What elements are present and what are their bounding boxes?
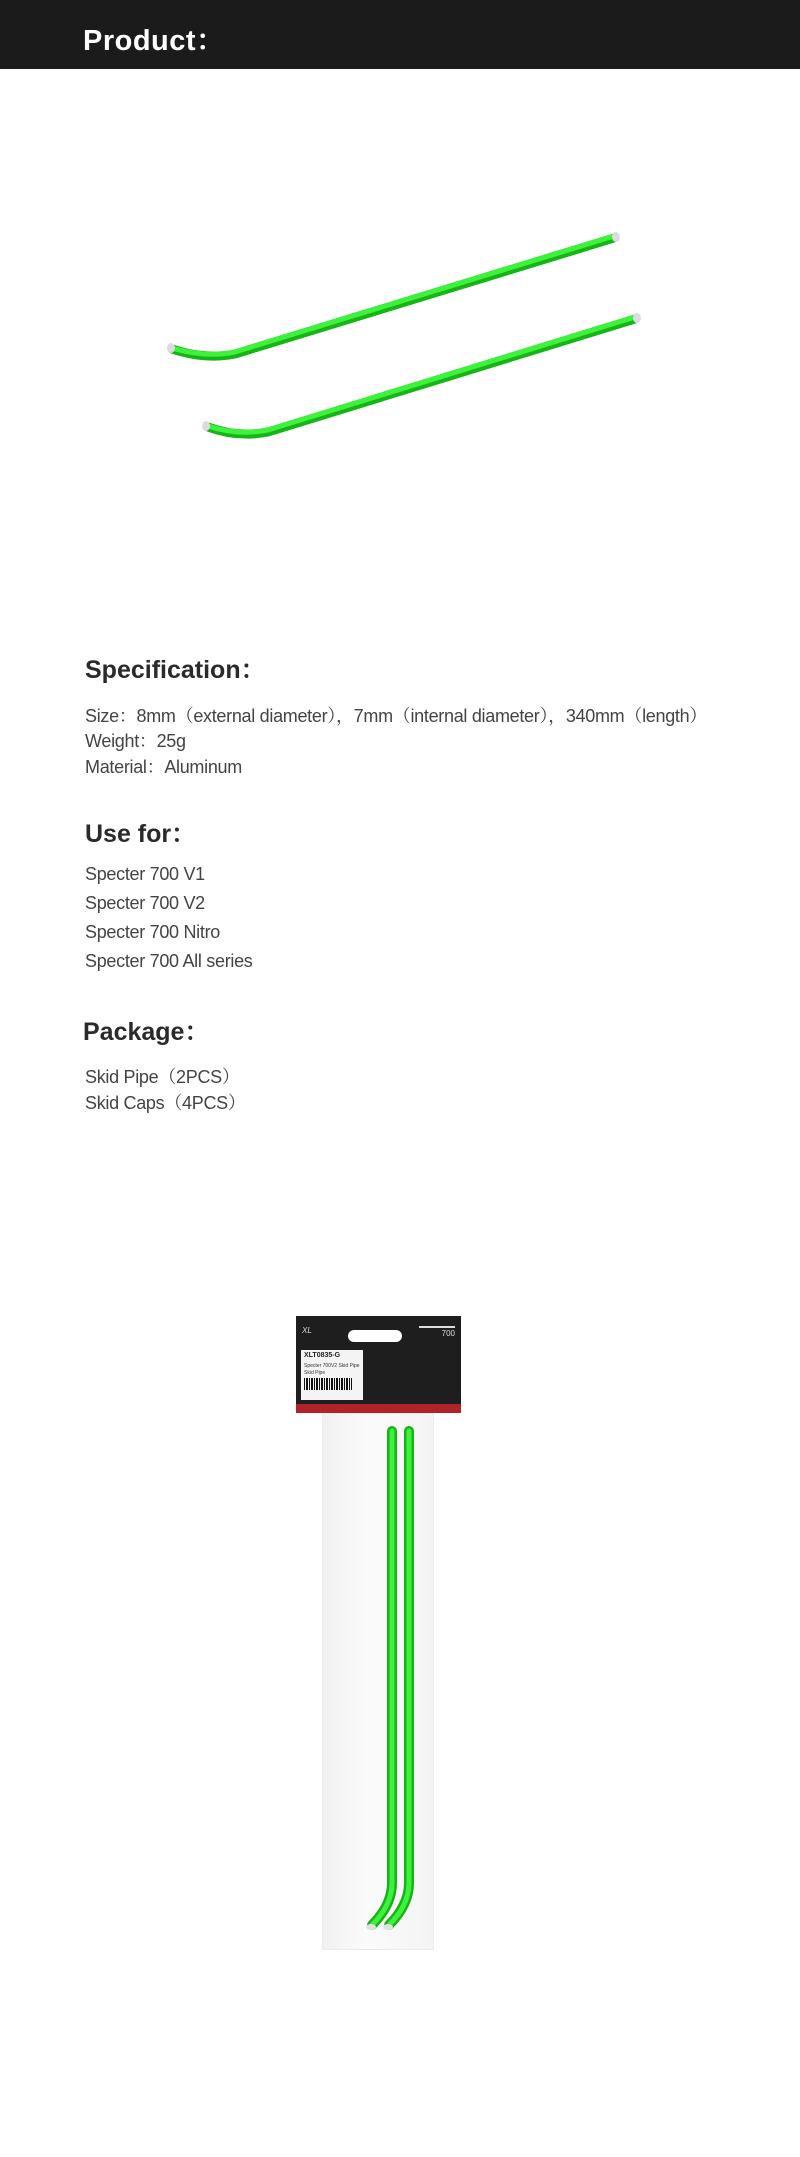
page-header bbox=[0, 0, 800, 69]
skid-cap bbox=[633, 313, 641, 323]
card-red-strip bbox=[296, 1404, 461, 1413]
use-for-item: Specter 700 V1 bbox=[85, 864, 205, 884]
package-title: Package： bbox=[83, 1018, 210, 1046]
spec-size: Size：8mm（external diameter），7mm（internal diameter），340mm（length） bbox=[85, 706, 708, 726]
product-code: XLT0835-G bbox=[304, 1352, 341, 1359]
use-for-title: Use for： bbox=[85, 820, 197, 848]
skid-pipe-top bbox=[167, 232, 620, 356]
packaged-skid-pipes bbox=[322, 1413, 432, 1948]
product-label bbox=[301, 1350, 363, 1400]
spec-material: Material：Aluminum bbox=[85, 757, 242, 777]
header-title: Product： bbox=[83, 25, 226, 57]
skid-cap bbox=[612, 232, 620, 242]
skid-pipes-image bbox=[0, 200, 800, 460]
product-name: Skid Pipe bbox=[304, 1370, 326, 1376]
sub-brand-logo: 700 bbox=[419, 1326, 455, 1342]
skid-cap bbox=[202, 421, 210, 431]
package-header-card bbox=[296, 1316, 461, 1413]
specification-title: Specification： bbox=[85, 656, 266, 684]
product-description: Specter 700V2 Skid Pipe bbox=[304, 1363, 360, 1369]
skid-pipe-bottom bbox=[202, 313, 641, 434]
use-for-item: Specter 700 All series bbox=[85, 951, 253, 971]
hanger-hole bbox=[348, 1330, 402, 1342]
skid-cap bbox=[167, 343, 175, 353]
use-for-item: Specter 700 Nitro bbox=[85, 922, 220, 942]
package-item: Skid Caps（4PCS） bbox=[85, 1093, 246, 1113]
spec-weight: Weight：25g bbox=[85, 731, 186, 751]
use-for-item: Specter 700 V2 bbox=[85, 893, 205, 913]
package-item: Skid Pipe（2PCS） bbox=[85, 1067, 240, 1087]
barcode bbox=[304, 1378, 352, 1390]
brand-logo: XL bbox=[302, 1326, 312, 1335]
